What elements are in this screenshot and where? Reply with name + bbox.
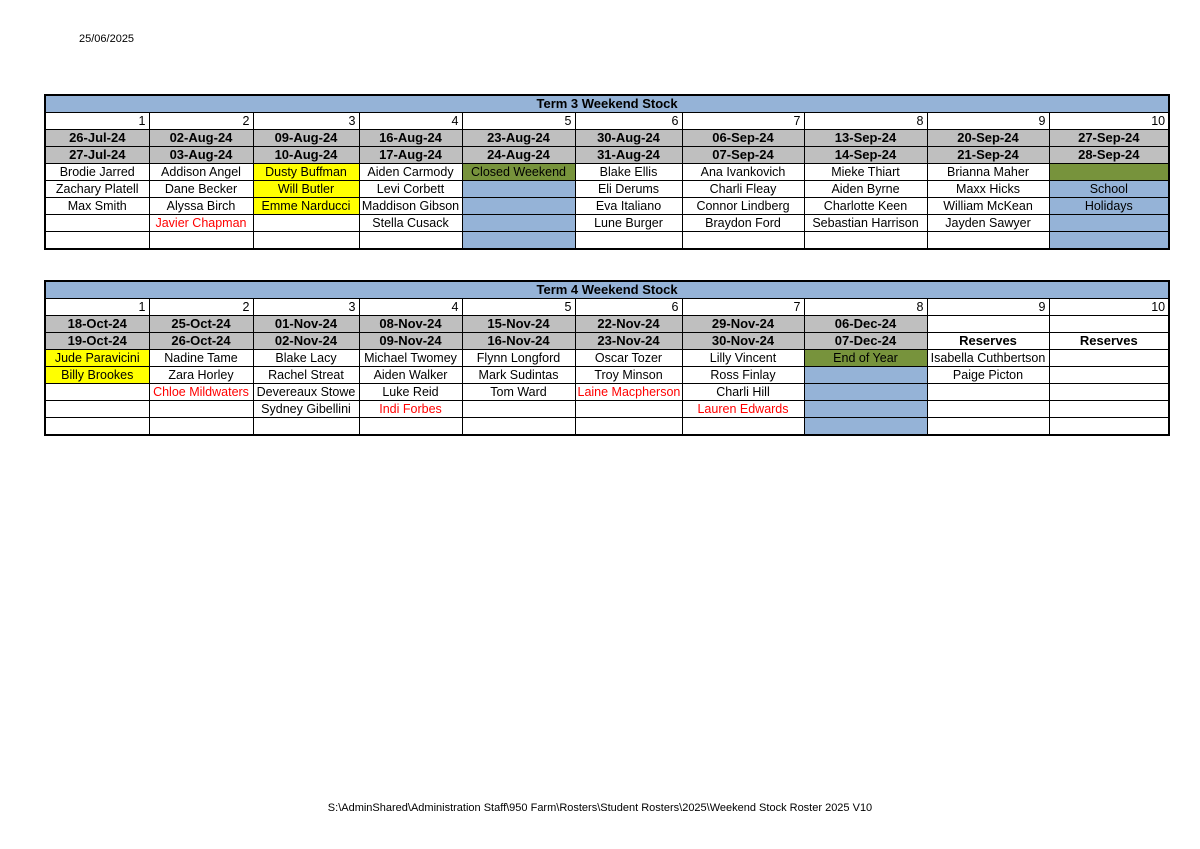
table-cell: Reserves — [1049, 333, 1169, 350]
table-cell — [462, 232, 575, 250]
table-cell: Lauren Edwards — [682, 401, 804, 418]
table-cell: William McKean — [927, 198, 1049, 215]
table-cell: Brodie Jarred — [45, 164, 149, 181]
date-cell: 09-Nov-24 — [359, 333, 462, 350]
date-cell: 30-Aug-24 — [575, 130, 682, 147]
table-cell — [462, 418, 575, 436]
table-cell — [462, 215, 575, 232]
date-cell: 08-Nov-24 — [359, 316, 462, 333]
table-cell — [804, 418, 927, 436]
table-cell — [682, 418, 804, 436]
table-cell: Flynn Longford — [462, 350, 575, 367]
date-cell: 02-Aug-24 — [149, 130, 253, 147]
table-row — [45, 384, 1169, 401]
week-number-cell: 4 — [359, 113, 462, 130]
table-cell: Charli Hill — [682, 384, 804, 401]
week-number-cell: 6 — [575, 299, 682, 316]
date-cell: 21-Sep-24 — [927, 147, 1049, 164]
table-cell: Ross Finlay — [682, 367, 804, 384]
table-row — [45, 130, 1169, 147]
table-row — [45, 181, 1169, 198]
table-cell: Paige Picton — [927, 367, 1049, 384]
footer-file-path: S:\AdminShared\Administration Staff\950 Farm\Rosters\Student Rosters\2025\Weekend Stock Roster 2025 V10 — [327, 802, 873, 814]
table-cell: Will Butler — [253, 181, 359, 198]
week-number-cell: 1 — [45, 113, 149, 130]
table-cell: Isabella Cuthbertson — [927, 350, 1049, 367]
table-cell: Stella Cusack — [359, 215, 462, 232]
table-cell: Blake Ellis — [575, 164, 682, 181]
table-cell — [253, 215, 359, 232]
table-cell — [149, 418, 253, 436]
table-row — [45, 232, 1169, 250]
table-cell: Connor Lindberg — [682, 198, 804, 215]
date-cell: 23-Aug-24 — [462, 130, 575, 147]
date-cell: 29-Nov-24 — [682, 316, 804, 333]
week-number-cell: 2 — [149, 113, 253, 130]
table-cell — [927, 232, 1049, 250]
table-cell — [1049, 164, 1169, 181]
date-cell: 06-Dec-24 — [804, 316, 927, 333]
date-cell: 23-Nov-24 — [575, 333, 682, 350]
date-cell: 20-Sep-24 — [927, 130, 1049, 147]
date-cell: 26-Jul-24 — [45, 130, 149, 147]
date-cell: 17-Aug-24 — [359, 147, 462, 164]
table-cell — [359, 232, 462, 250]
table-row — [45, 367, 1169, 384]
table-row — [45, 316, 1169, 333]
date-cell: 06-Sep-24 — [682, 130, 804, 147]
week-number-cell: 9 — [927, 299, 1049, 316]
table-cell — [45, 384, 149, 401]
week-number-cell: 5 — [462, 113, 575, 130]
week-number-cell: 7 — [682, 299, 804, 316]
table-cell: School — [1049, 181, 1169, 198]
print-date: 25/06/2025 — [79, 33, 135, 45]
table-cell — [462, 181, 575, 198]
table-row — [45, 164, 1169, 181]
table-cell: Eli Derums — [575, 181, 682, 198]
table-title-row — [45, 281, 1169, 299]
table-cell: Dane Becker — [149, 181, 253, 198]
table-cell: Oscar Tozer — [575, 350, 682, 367]
week-number-cell: 10 — [1049, 299, 1169, 316]
table-cell — [804, 384, 927, 401]
table-cell — [927, 401, 1049, 418]
table-cell: End of Year — [804, 350, 927, 367]
week-number-cell: 8 — [804, 299, 927, 316]
table-cell — [253, 418, 359, 436]
table-cell: Sebastian Harrison — [804, 215, 927, 232]
table-cell: Lilly Vincent — [682, 350, 804, 367]
week-number-cell: 8 — [804, 113, 927, 130]
table-cell: Devereaux Stowe — [253, 384, 359, 401]
table-cell — [927, 316, 1049, 333]
table-cell: Ana Ivankovich — [682, 164, 804, 181]
table-cell: Luke Reid — [359, 384, 462, 401]
table-cell — [1049, 384, 1169, 401]
table-cell: Closed Weekend — [462, 164, 575, 181]
table-cell — [359, 418, 462, 436]
table-cell: Braydon Ford — [682, 215, 804, 232]
table-row — [45, 333, 1169, 350]
table-title-row — [45, 95, 1169, 113]
table-cell — [149, 232, 253, 250]
table-cell: Aiden Carmody — [359, 164, 462, 181]
date-cell: 25-Oct-24 — [149, 316, 253, 333]
table-cell: Zara Horley — [149, 367, 253, 384]
date-cell: 13-Sep-24 — [804, 130, 927, 147]
week-number-cell: 9 — [927, 113, 1049, 130]
date-cell: 30-Nov-24 — [682, 333, 804, 350]
table-cell: Addison Angel — [149, 164, 253, 181]
table-cell — [1049, 350, 1169, 367]
table-row — [45, 147, 1169, 164]
table-cell: Mark Sudintas — [462, 367, 575, 384]
table-cell: Eva Italiano — [575, 198, 682, 215]
table-cell: Emme Narducci — [253, 198, 359, 215]
table-cell: Brianna Maher — [927, 164, 1049, 181]
table-row — [45, 418, 1169, 436]
week-number-cell: 5 — [462, 299, 575, 316]
week-number-cell: 7 — [682, 113, 804, 130]
table-cell — [1049, 367, 1169, 384]
table-cell — [1049, 215, 1169, 232]
table-cell: Levi Corbett — [359, 181, 462, 198]
table-cell: Maddison Gibson — [359, 198, 462, 215]
table-row — [45, 350, 1169, 367]
table-cell — [1049, 401, 1169, 418]
table-title: Term 4 Weekend Stock — [45, 281, 1169, 299]
term-3-roster-table — [44, 94, 1170, 250]
table-cell — [804, 401, 927, 418]
table-cell: Maxx Hicks — [927, 181, 1049, 198]
table-cell — [1049, 418, 1169, 436]
table-cell — [253, 232, 359, 250]
date-cell: 31-Aug-24 — [575, 147, 682, 164]
term-4-roster-table — [44, 280, 1170, 436]
table-cell: Tom Ward — [462, 384, 575, 401]
table-cell — [575, 401, 682, 418]
table-row — [45, 215, 1169, 232]
table-cell — [45, 232, 149, 250]
table-cell — [927, 418, 1049, 436]
table-cell — [1049, 232, 1169, 250]
date-cell: 27-Jul-24 — [45, 147, 149, 164]
date-cell: 18-Oct-24 — [45, 316, 149, 333]
table-cell: Aiden Byrne — [804, 181, 927, 198]
table-row — [45, 401, 1169, 418]
week-number-row — [45, 299, 1169, 316]
table-cell: Mieke Thiart — [804, 164, 927, 181]
date-cell: 10-Aug-24 — [253, 147, 359, 164]
date-cell: 02-Nov-24 — [253, 333, 359, 350]
table-cell — [927, 384, 1049, 401]
date-cell: 22-Nov-24 — [575, 316, 682, 333]
table-cell: Dusty Buffman — [253, 164, 359, 181]
table-row — [45, 198, 1169, 215]
table-cell — [575, 232, 682, 250]
table-cell — [575, 418, 682, 436]
table-cell: Blake Lacy — [253, 350, 359, 367]
table-cell — [45, 401, 149, 418]
table-cell: Rachel Streat — [253, 367, 359, 384]
date-cell: 27-Sep-24 — [1049, 130, 1169, 147]
date-cell: 14-Sep-24 — [804, 147, 927, 164]
table-cell — [462, 401, 575, 418]
table-cell — [1049, 316, 1169, 333]
table-cell: Charli Fleay — [682, 181, 804, 198]
date-cell: 09-Aug-24 — [253, 130, 359, 147]
table-cell — [45, 215, 149, 232]
date-cell: 15-Nov-24 — [462, 316, 575, 333]
table-cell: Max Smith — [45, 198, 149, 215]
table-cell: Jude Paravicini — [45, 350, 149, 367]
table-cell: Jayden Sawyer — [927, 215, 1049, 232]
date-cell: 26-Oct-24 — [149, 333, 253, 350]
table-cell: Charlotte Keen — [804, 198, 927, 215]
date-cell: 07-Sep-24 — [682, 147, 804, 164]
table-cell: Troy Minson — [575, 367, 682, 384]
date-cell: 24-Aug-24 — [462, 147, 575, 164]
table-cell — [462, 198, 575, 215]
table-cell — [682, 232, 804, 250]
week-number-cell: 2 — [149, 299, 253, 316]
week-number-cell: 1 — [45, 299, 149, 316]
table-cell — [45, 418, 149, 436]
date-cell: 07-Dec-24 — [804, 333, 927, 350]
table-cell: Reserves — [927, 333, 1049, 350]
table-cell: Holidays — [1049, 198, 1169, 215]
week-number-cell: 3 — [253, 113, 359, 130]
table-title: Term 3 Weekend Stock — [45, 95, 1169, 113]
table-cell: Indi Forbes — [359, 401, 462, 418]
week-number-cell: 10 — [1049, 113, 1169, 130]
table-cell: Billy Brookes — [45, 367, 149, 384]
table-cell: Nadine Tame — [149, 350, 253, 367]
week-number-cell: 3 — [253, 299, 359, 316]
table-cell — [804, 232, 927, 250]
table-cell: Lune Burger — [575, 215, 682, 232]
table-cell: Michael Twomey — [359, 350, 462, 367]
table-cell: Laine Macpherson — [575, 384, 682, 401]
date-cell: 03-Aug-24 — [149, 147, 253, 164]
date-cell: 16-Nov-24 — [462, 333, 575, 350]
table-cell: Aiden Walker — [359, 367, 462, 384]
week-number-cell: 6 — [575, 113, 682, 130]
table-cell: Alyssa Birch — [149, 198, 253, 215]
table-cell — [804, 367, 927, 384]
table-cell: Chloe Mildwaters — [149, 384, 253, 401]
table-cell — [149, 401, 253, 418]
table-cell: Javier Chapman — [149, 215, 253, 232]
date-cell: 16-Aug-24 — [359, 130, 462, 147]
date-cell: 28-Sep-24 — [1049, 147, 1169, 164]
date-cell: 19-Oct-24 — [45, 333, 149, 350]
table-cell: Sydney Gibellini — [253, 401, 359, 418]
week-number-row — [45, 113, 1169, 130]
table-cell: Zachary Platell — [45, 181, 149, 198]
week-number-cell: 4 — [359, 299, 462, 316]
date-cell: 01-Nov-24 — [253, 316, 359, 333]
